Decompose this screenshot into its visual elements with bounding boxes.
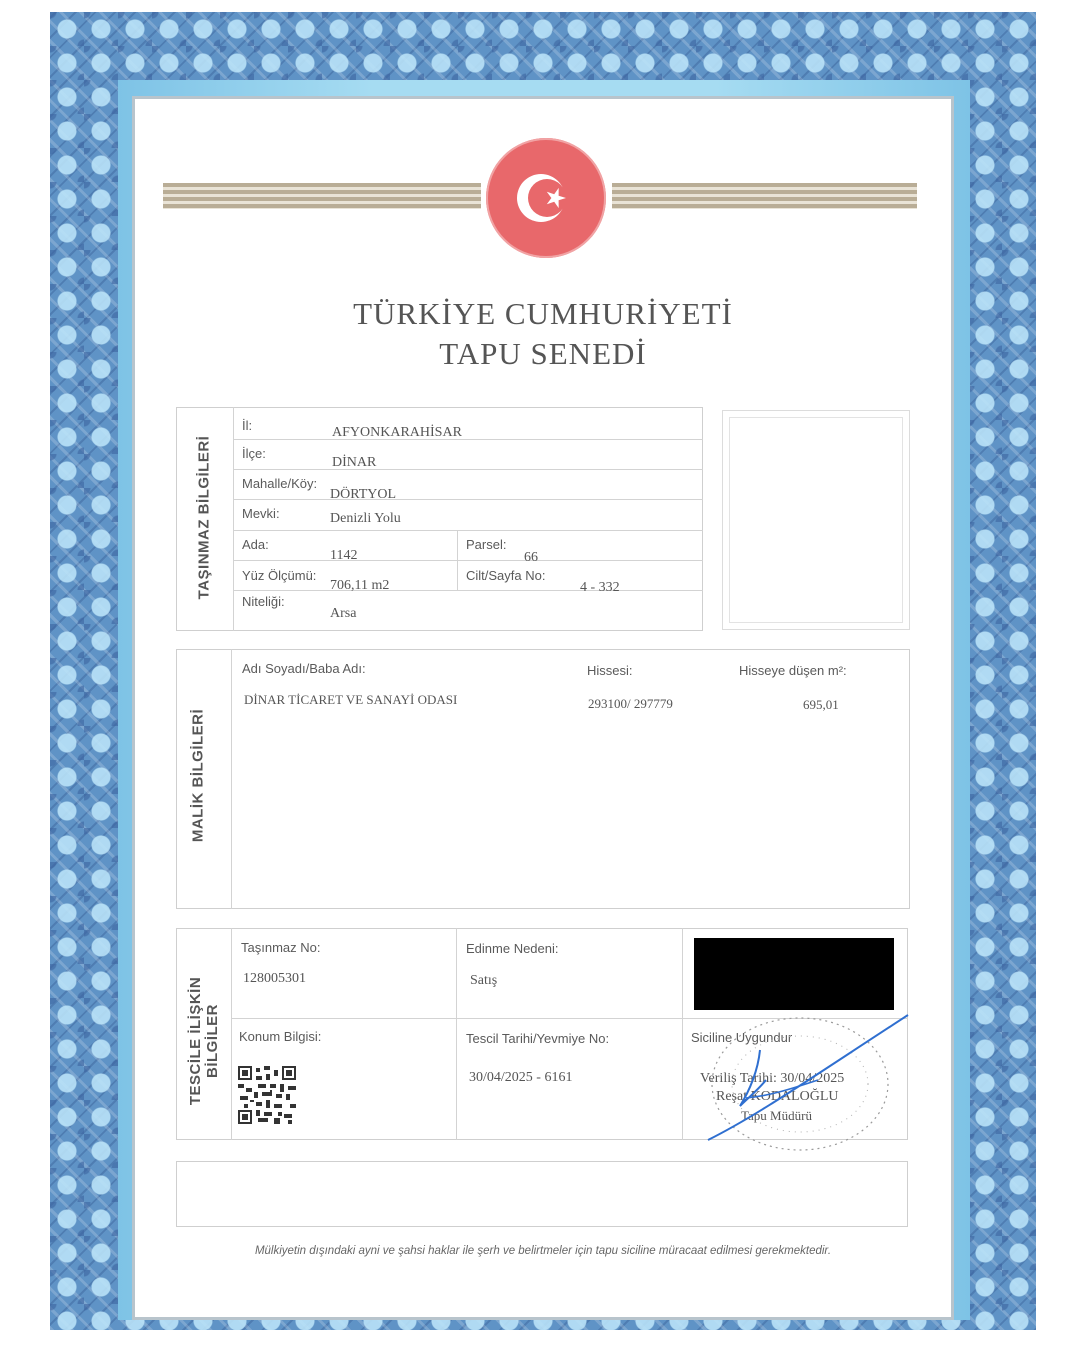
parsel-label: Parsel: xyxy=(466,537,507,552)
tasinmaz-section-label: TAŞINMAZ BİLGİLERİ xyxy=(195,435,213,600)
crescent-star-emblem-icon xyxy=(486,138,606,258)
photo-box xyxy=(722,410,910,630)
hisse-m2-label: Hisseye düşen m²: xyxy=(739,663,847,678)
sicil-label: Siciline Uygundur xyxy=(691,1030,793,1045)
document-subtitle: TAPU SENEDİ xyxy=(439,336,647,371)
parsel-value: 66 xyxy=(524,550,538,565)
decorative-stripe-left xyxy=(163,183,481,209)
qr-code-icon xyxy=(238,1066,296,1124)
verilis-tarihi: Veriliş Tarihi: 30/04/2025 xyxy=(700,1071,845,1086)
cilt-sayfa-label: Cilt/Sayfa No: xyxy=(466,568,546,583)
cilt-sayfa-value: 4 - 332 xyxy=(580,580,620,595)
tasinmaz-no-label: Taşınmaz No: xyxy=(241,940,321,955)
tescil-tarihi-value: 30/04/2025 - 6161 xyxy=(469,1070,573,1085)
mevki-value: Denizli Yolu xyxy=(330,511,401,526)
malik-section-label: MALİK BİLGİLERİ xyxy=(189,708,207,843)
yuz-olcumu-value: 706,11 m2 xyxy=(330,578,390,593)
hisse-value: 293100/ 297779 xyxy=(588,696,673,711)
ada-value: 1142 xyxy=(330,548,358,563)
edinme-value: Satış xyxy=(470,973,498,988)
niteligi-label: Niteliği: xyxy=(242,594,285,609)
edinme-label: Edinme Nedeni: xyxy=(466,941,559,956)
tasinmaz-no-value: 128005301 xyxy=(243,971,306,986)
hisse-label: Hissesi: xyxy=(587,663,633,678)
redaction-block xyxy=(694,938,894,1010)
konum-label: Konum Bilgisi: xyxy=(239,1029,322,1044)
niteligi-value: Arsa xyxy=(330,606,357,621)
malik-section xyxy=(176,649,910,909)
footer-note: Mülkiyetin dışındaki ayni ve şahsi haklar ile şerh ve belirtmeler için tapu siciline müracaat edilmesi gerekmektedir. xyxy=(254,1245,832,1257)
ada-label: Ada: xyxy=(242,537,269,552)
signature-icon xyxy=(688,1010,910,1145)
yuz-olcumu-label: Yüz Ölçümü: xyxy=(242,568,317,583)
mahalle-value: DÖRTYOL xyxy=(330,487,397,502)
il-label: İl: xyxy=(242,418,253,433)
mudur-unvan: Tapu Müdürü xyxy=(741,1108,812,1123)
mahalle-label: Mahalle/Köy: xyxy=(242,476,318,491)
decorative-stripe-right xyxy=(612,183,917,209)
tescil-section-label: TESCİLE İLİŞKİN BİLGİLER xyxy=(187,976,221,1106)
notes-box xyxy=(176,1161,908,1227)
document-title: TÜRKİYE CUMHURİYETİ xyxy=(353,296,733,331)
mevki-label: Mevki: xyxy=(242,506,280,521)
tescil-tarihi-label: Tescil Tarihi/Yevmiye No: xyxy=(466,1031,610,1046)
ad-soyad-label: Adı Soyadı/Baba Adı: xyxy=(242,661,366,676)
malik-ad-value: DİNAR TİCARET VE SANAYİ ODASI xyxy=(244,692,458,707)
mudur-adi: Reşat KODALOĞLU xyxy=(716,1089,839,1104)
hisse-m2-value: 695,01 xyxy=(803,697,839,712)
ilce-label: İlçe: xyxy=(242,446,266,461)
ilce-value: DİNAR xyxy=(332,455,377,470)
il-value: AFYONKARAHİSAR xyxy=(332,425,462,440)
